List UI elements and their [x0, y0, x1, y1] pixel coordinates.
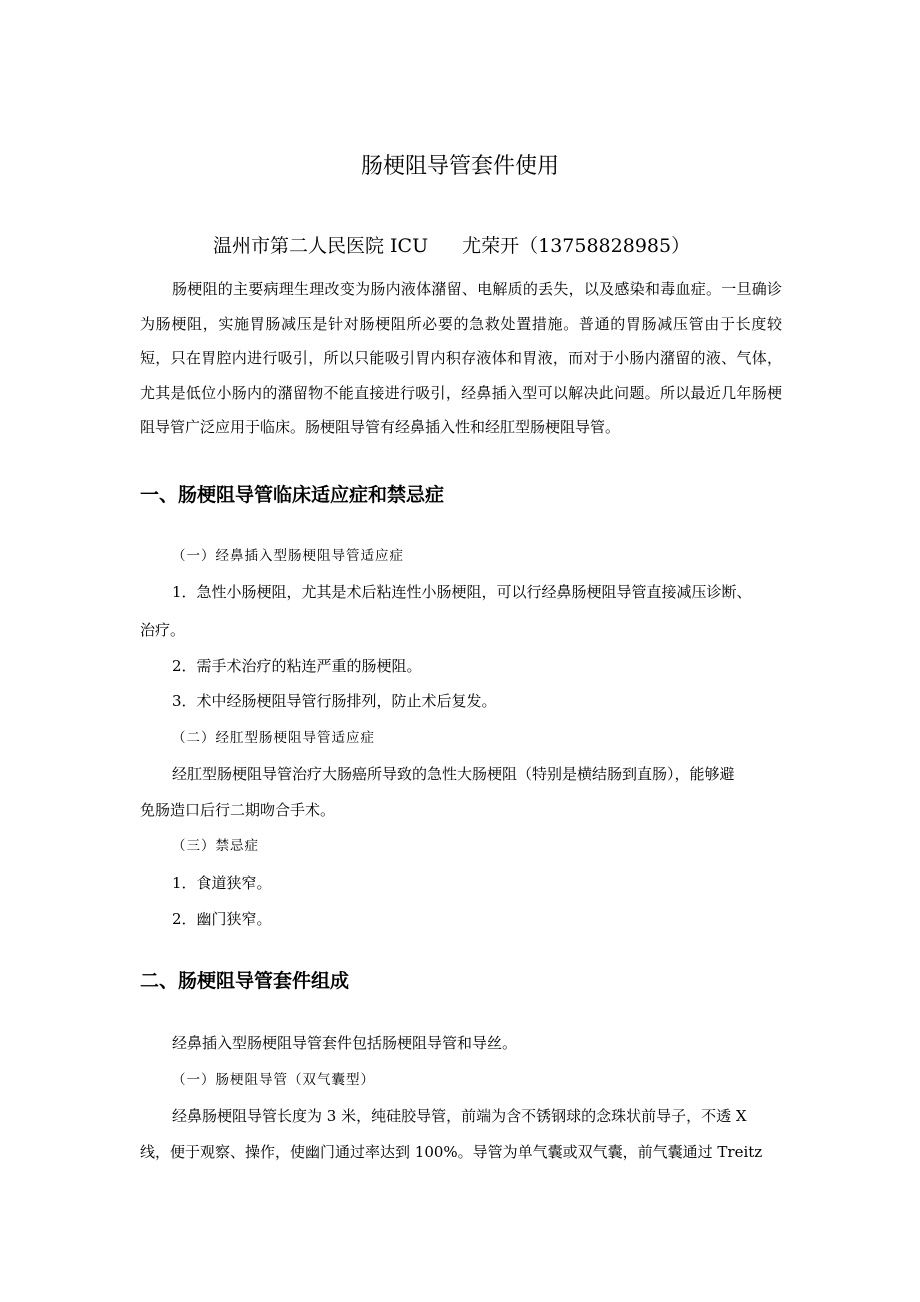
subheading-contraindications: （三）禁忌症 [172, 838, 259, 854]
paragraph-line: 免肠造口后行二期吻合手术。 [140, 801, 336, 819]
paragraph-line: 线，便于观察、操作，使幽门通过率达到 100%。导管为单气囊或双气囊，前气囊通过 Treitz [140, 1143, 763, 1161]
page-title: 肠梗阻导管套件使用 [360, 154, 559, 179]
author-line [213, 233, 690, 259]
author-name: 尤荣开（13758828985） [462, 235, 691, 257]
section1-heading: 一、肠梗阻导管临床适应症和禁忌症 [140, 484, 445, 506]
subheading-catheter: （一）肠梗阻导管（双气囊型） [172, 1072, 375, 1088]
list-item: 3．术中经肠梗阻导管行肠排列，防止术后复发。 [172, 692, 497, 710]
list-item: 1．急性小肠梗阻，尤其是术后粘连性小肠梗阻，可以行经鼻肠梗阻导管直接减压诊断、 [172, 583, 752, 601]
intro-paragraph: 肠梗阻的主要病理生理改变为肠内液体潴留、电解质的丢失，以及感染和毒血症。一旦确诊为肠梗阻，实施胃肠减压是针对肠梗阻所必要的急救处置措施。普通的胃肠减压管由于长度较短，只在胃腔内进行吸引，所以只能吸引胃内积存液体和胃液，而对于小肠内潴留的液、气体，尤其是低位小肠内的潴留物不能直接进行吸引，经鼻插入型可以解决此问题。所以最近几年肠梗阻导管广泛应用于临床。肠梗阻导管有经鼻插入性和经肛型肠梗阻导管。 [140, 280, 782, 437]
paragraph-line: 经鼻插入型肠梗阻导管套件包括肠梗阻导管和导丝。 [172, 1034, 518, 1052]
list-item: 2．幽门狭窄。 [172, 910, 272, 928]
subheading-nasal-indications: （一）经鼻插入型肠梗阻导管适应症 [172, 548, 404, 564]
subheading-anal-indications: （二）经肛型肠梗阻导管适应症 [172, 730, 375, 746]
list-item-continued: 治疗。 [140, 621, 186, 639]
author-org: 温州市第二人民医院 ICU [213, 235, 429, 257]
paragraph-line: 经鼻肠梗阻导管长度为 3 米，纯硅胶导管，前端为含不锈钢球的念珠状前导子，不透 X [172, 1107, 747, 1125]
paragraph-line: 经肛型肠梗阻导管治疗大肠癌所导致的急性大肠梗阻（特别是横结肠到直肠），能够避 [172, 765, 735, 783]
list-item: 1．食道狭窄。 [172, 874, 272, 892]
section2-heading: 二、肠梗阻导管套件组成 [140, 970, 350, 992]
list-item: 2．需手术治疗的粘连严重的肠梗阻。 [172, 657, 422, 675]
